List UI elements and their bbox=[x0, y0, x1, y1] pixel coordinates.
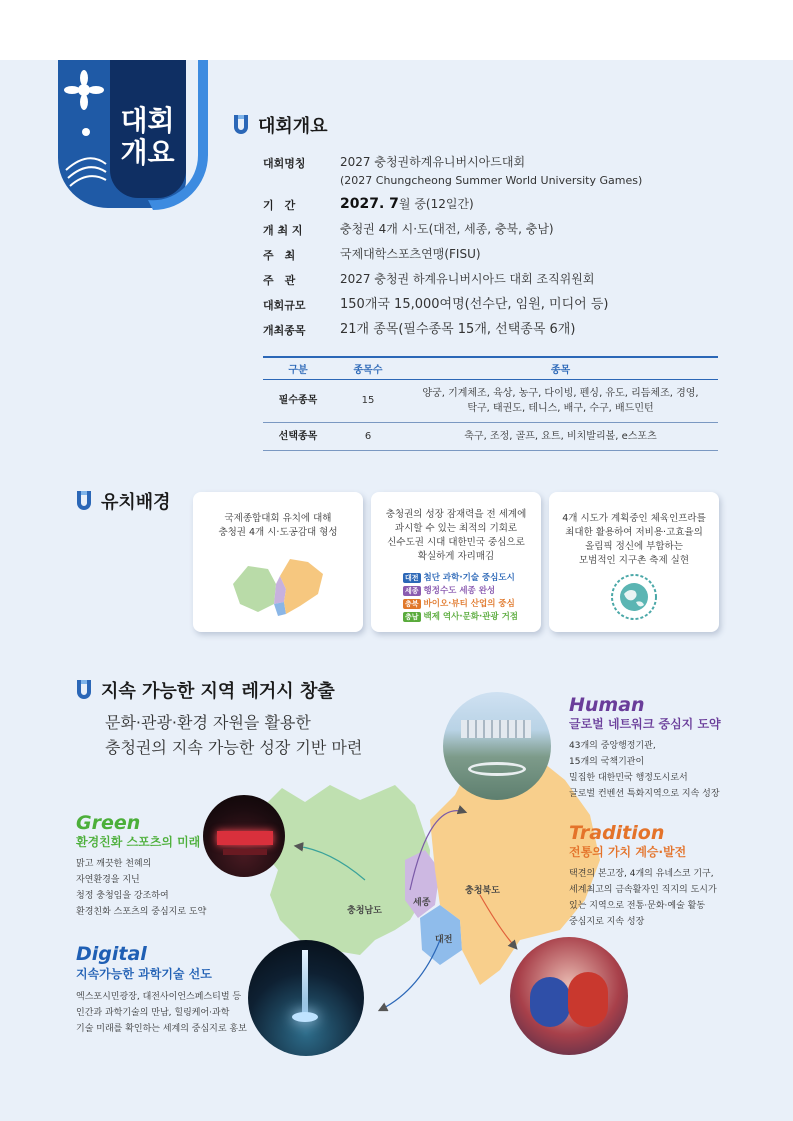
info-sub: (2027 Chungcheong Summer World University Games) bbox=[340, 174, 643, 187]
text-line: 맑고 깨끗한 천혜의 bbox=[76, 859, 152, 869]
card-line: 신수도권 시대 대한민국 중심으로 bbox=[387, 537, 525, 548]
map-label-chungbuk: 충청북도 bbox=[465, 886, 500, 896]
info-value: 2027 충청권하계유니버시아드대회 bbox=[340, 155, 526, 169]
info-key: 기 간 bbox=[263, 199, 296, 212]
text-line: 청정 충청임을 강조하여 bbox=[76, 891, 169, 901]
text-line: 세계최고의 금속활자인 직지의 도시가 bbox=[569, 885, 717, 895]
table-cell-count: 15 bbox=[333, 379, 403, 422]
info-key: 대회명칭 bbox=[263, 157, 306, 170]
emblem-title-line1: 대회 bbox=[120, 104, 175, 137]
text-line: 43개의 중앙행정기관, bbox=[569, 741, 656, 751]
text-line: 자연환경을 지닌 bbox=[76, 875, 140, 885]
lead-line: 문화·관광·환경 자원을 활용한 bbox=[105, 713, 311, 732]
map-chungnam bbox=[262, 785, 430, 955]
legend-item: 세종 행정수도 세종 완성 bbox=[405, 586, 496, 596]
info-value: 2027 충청권 하계유니버시아드 대회 조직위원회 bbox=[340, 272, 595, 286]
map-label-sejong: 세종 bbox=[413, 898, 431, 908]
info-value: 국제대학스포츠연맹(FISU) bbox=[340, 247, 481, 261]
human-subtitle: 글로벌 네트워크 중심지 도약 bbox=[569, 717, 721, 731]
info-value: 21개 종목(필수종목 15개, 선택종목 6개) bbox=[340, 322, 576, 337]
info-value-bold: 2027. 7 bbox=[340, 196, 399, 212]
info-key: 주 최 bbox=[263, 249, 296, 262]
emblem-title-line2: 개요 bbox=[120, 136, 175, 169]
text-line: 엑스포시민광장, 대전사이언스페스티벌 등 bbox=[76, 992, 242, 1002]
text-line: 15개의 국책기관이 bbox=[569, 757, 645, 767]
table-header: 종목수 bbox=[333, 357, 403, 379]
sports-line: 탁구, 태권도, 테니스, 배구, 수구, 배드민턴 bbox=[467, 402, 654, 414]
green-title: Green bbox=[76, 812, 141, 834]
photo-night-lanterns bbox=[203, 795, 285, 877]
table-cell-sports: 축구, 조정, 골프, 요트, 비치발리볼, e스포츠 bbox=[403, 422, 718, 450]
lead-line: 충청권의 지속 가능한 성장 기반 마련 bbox=[105, 738, 363, 757]
info-key: 개 최 지 bbox=[263, 224, 303, 237]
table-cell-kind: 필수종목 bbox=[263, 379, 333, 422]
card-line: 국제종합대회 유치에 대해 bbox=[224, 513, 332, 524]
green-subtitle: 환경친화 스포츠의 미래 bbox=[76, 835, 201, 849]
page bbox=[0, 60, 793, 1121]
legend-item: 충북 바이오·뷰티 산업의 중심 bbox=[405, 599, 515, 609]
tradition-text bbox=[569, 866, 717, 930]
photo-sejong-city bbox=[443, 692, 551, 800]
text-line: 중심지로 지속 성장 bbox=[569, 917, 645, 927]
card-line: 올림픽 정신에 부합하는 bbox=[585, 541, 683, 552]
info-key: 개최종목 bbox=[263, 324, 306, 337]
table-header: 구분 bbox=[263, 357, 333, 379]
card-line: 확실하게 자리매김 bbox=[417, 551, 495, 562]
photo-taekkyeon bbox=[510, 937, 628, 1055]
table-cell-kind: 선택종목 bbox=[263, 422, 333, 450]
text-line: 환경친화 스포츠의 중심지로 도약 bbox=[76, 907, 207, 917]
table-header: 종목 bbox=[403, 357, 718, 379]
digital-title: Digital bbox=[76, 943, 147, 965]
digital-subtitle: 지속가능한 과학기술 선도 bbox=[76, 967, 212, 981]
map-label-chungnam: 충청남도 bbox=[347, 906, 382, 916]
human-title: Human bbox=[569, 694, 645, 716]
photo-expo-tower bbox=[248, 940, 364, 1056]
info-key: 대회규모 bbox=[263, 299, 306, 312]
table-cell-count: 6 bbox=[333, 422, 403, 450]
legend-item: 대전 첨단 과학·기술 중심도시 bbox=[405, 573, 515, 583]
tradition-subtitle: 전통의 가치 계승·발전 bbox=[569, 845, 687, 859]
card-line: 충청권의 성장 잠재력을 전 세계에 bbox=[385, 509, 527, 520]
text-line: 기술 미래를 확인하는 세계의 중심지로 홍보 bbox=[76, 1024, 247, 1034]
human-text bbox=[569, 738, 720, 802]
card-line: 모범적인 지구촌 축제 실현 bbox=[578, 555, 689, 566]
digital-text bbox=[76, 989, 247, 1037]
sports-line: 양궁, 기계체조, 육상, 농구, 다이빙, 펜싱, 유도, 리듬체조, 경영, bbox=[422, 387, 699, 399]
legend-item: 충남 백제 역사·문화·관광 거점 bbox=[405, 612, 519, 622]
text-line: 있는 지역으로 전통·문화·예술 활동 bbox=[569, 901, 706, 911]
text-line: 밀집한 대한민국 행정도시로서 bbox=[569, 773, 688, 783]
text-line: 택견의 본고장, 4개의 유네스코 기구, bbox=[569, 869, 714, 879]
tradition-title: Tradition bbox=[569, 822, 665, 844]
card-line: 최대한 활용하여 저비용·고효율의 bbox=[565, 527, 703, 538]
map-label-daejeon: 대전 bbox=[435, 935, 453, 945]
background-heading-text: 유치배경 bbox=[101, 492, 171, 513]
text-line: 글로벌 컨벤션 특화지역으로 지속 성장 bbox=[569, 789, 720, 799]
green-text bbox=[76, 856, 206, 920]
info-key: 주 관 bbox=[263, 274, 296, 287]
legacy-heading-text: 지속 가능한 지역 레거시 창출 bbox=[101, 681, 335, 702]
card-line: 과시할 수 있는 최적의 기회로 bbox=[394, 523, 518, 534]
card-line: 충청권 4개 시·도공감대 형성 bbox=[218, 527, 338, 538]
info-value: 충청권 4개 시·도(대전, 세종, 충북, 충남) bbox=[340, 222, 554, 236]
info-value: 150개국 15,000여명(선수단, 임원, 미디어 등) bbox=[340, 297, 609, 312]
card-line: 4개 시도가 계획중인 체육인프라를 bbox=[562, 513, 706, 524]
info-value-rest: 월 중(12일간) bbox=[398, 197, 474, 211]
overview-heading-text: 대회개요 bbox=[258, 116, 328, 137]
text-line: 인간과 과학기술의 만남, 힐링케어·과학 bbox=[76, 1008, 230, 1018]
